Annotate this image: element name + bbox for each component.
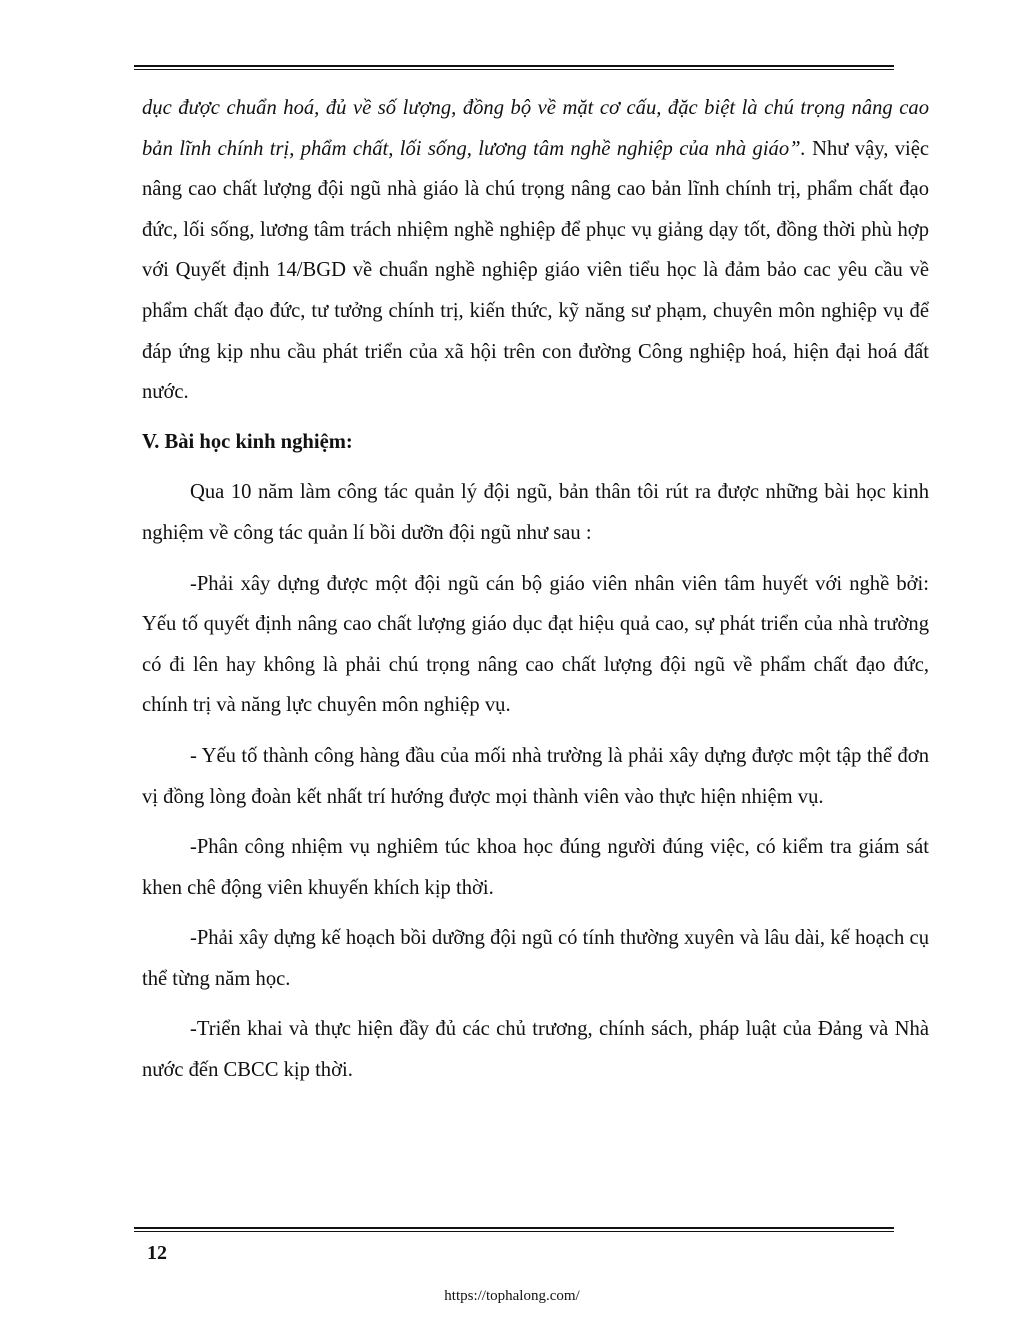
footer-divider [134, 1227, 894, 1232]
header-divider [134, 65, 894, 70]
lesson-item: -Phân công nhiệm vụ nghiêm túc khoa học đúng người đúng việc, có kiểm tra giám sát khen chê động viên khuyến khích kịp thời. [142, 836, 929, 899]
paragraph-text: Như vậy, việc nâng cao chất lượng đội ngũ nhà giáo là chú trọng nâng cao bản lĩnh chính trị, phẩm chất đạo đức, lối sống, lương tâm trách nhiệm nghề nghiệp để phục vụ giảng dạy tốt, đồng thời phù hợp với Quyết định 14/BGD về chuẩn nghề nghiệp giáo viên tiểu học là đảm bảo cac yêu cầu về phẩm chất đạo đức, tư tưởng chính trị, kiến thức, kỹ năng sư phạm, chuyên môn nghiệp vụ để đáp ứng kịp nhu cầu phát triển của xã hội trên con đường Công nghiệp hoá, hiện đại hoá đất nước. [142, 137, 930, 404]
section-heading: V. Bài học kinh nghiệm: [142, 430, 353, 453]
lesson-item: -Phải xây dựng kế hoạch bồi dưỡng đội ngũ có tính thường xuyên và lâu dài, kế hoạch cụ thể từng năm học. [142, 927, 929, 990]
page-number: 12 [147, 1242, 167, 1264]
lesson-item: -Phải xây dựng được một đội ngũ cán bộ giáo viên nhân viên tâm huyết với nghề bởi: Yếu tố quyết định nâng cao chất lượng giáo dục đạt hiệu quả cao, sự phát triển của nhà trường có đi lên hay không là phải chú trọng nâng cao chất lượng đội ngũ về phẩm chất đạo đức, chính trị và năng lực chuyên môn nghiệp vụ. [142, 572, 929, 717]
lesson-item: - Yếu tố thành công hàng đầu của mối nhà trường là phải xây dựng được một tập thể đơn vị đồng lòng đoàn kết nhất trí hướng được mọi thành viên vào thực hiện nhiệm vụ. [142, 744, 929, 808]
footer-url: https://tophalong.com/ [444, 1288, 580, 1304]
paragraph-intro: Qua 10 năm làm công tác quản lý đội ngũ, bản thân tôi rút ra được những bài học kinh nghiệm về công tác quản lí bồi dưỡn đội ngũ như sau : [142, 481, 929, 544]
lesson-item: -Triển khai và thực hiện đầy đủ các chủ trương, chính sách, pháp luật của Đảng và Nhà nước đến CBCC kịp thời. [142, 1018, 929, 1082]
paragraph-continuation [142, 88, 929, 413]
italic-quote-text: dục được chuẩn hoá, đủ về số lượng, đồng bộ về mặt cơ cấu, đặc biệt là chú trọng nâng cao bản lĩnh chính trị, phẩm chất, lối sống, lương tâm nghề nghiệp của nhà giáo”. [142, 97, 929, 160]
page-body [142, 88, 929, 1091]
